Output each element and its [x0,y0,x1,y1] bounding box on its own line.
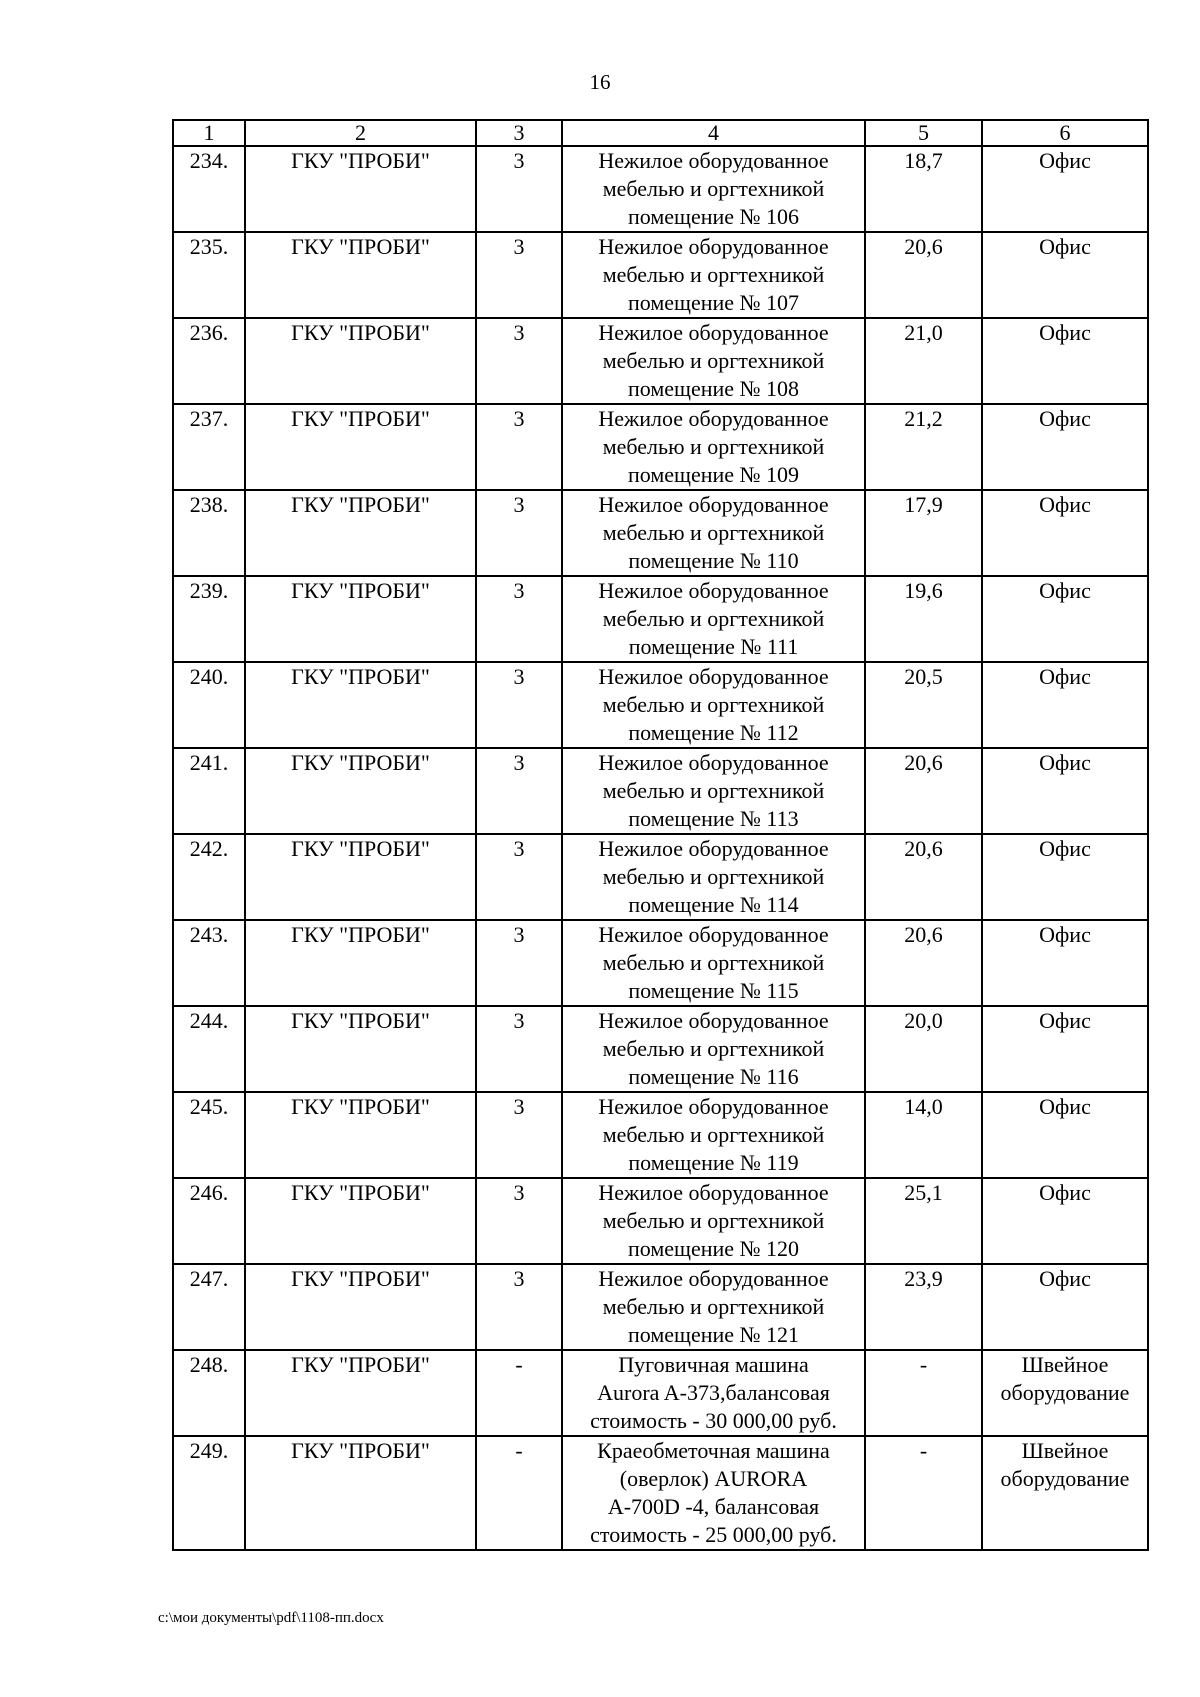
description-cell-line: мебелью и оргтехникой [602,348,825,373]
description-cell-line: стоимость - 25 000,00 руб. [590,1522,837,1547]
organization-cell: ГКУ "ПРОБИ" [245,576,476,662]
table-body [173,146,1148,1550]
description-cell [562,920,865,1006]
description-cell [562,1006,865,1092]
table-row [173,232,1148,318]
description-cell-line: Нежилое оборудованное [598,1094,829,1119]
table-row [173,920,1148,1006]
description-cell-line: A-700D -4, балансовая [607,1494,820,1519]
description-cell-line: (оверлок) AURORA [619,1466,808,1491]
description-cell-line: помещение № 121 [627,1322,800,1347]
area-cell: 17,9 [865,490,982,576]
area-cell: 21,2 [865,404,982,490]
description-cell-line: помещение № 113 [628,806,799,831]
purpose-cell-line: Офис [1039,664,1091,689]
description-cell-line: Нежилое оборудованное [598,578,829,603]
purpose-cell [982,662,1148,748]
description-cell [562,146,865,232]
description-cell-line: Краеобметочная машина [597,1438,830,1463]
organization-cell: ГКУ "ПРОБИ" [245,318,476,404]
description-cell-line: Нежилое оборудованное [598,1266,829,1291]
column-header: 2 [245,120,476,146]
column-header: 1 [173,120,245,146]
description-cell [562,748,865,834]
floor-cell: 3 [476,146,562,232]
row-number-cell: 238. [173,490,245,576]
description-cell-line: помещение № 116 [628,1064,799,1089]
table-row [173,1436,1148,1550]
description-cell-line: Нежилое оборудованное [598,320,829,345]
row-number-cell: 244. [173,1006,245,1092]
description-cell-line: помещение № 111 [628,634,799,659]
description-cell [562,404,865,490]
page-number: 16 [589,70,611,94]
purpose-cell-line: Офис [1039,578,1091,603]
purpose-cell-line: Офис [1039,148,1091,173]
table-row [173,1092,1148,1178]
purpose-cell [982,1178,1148,1264]
description-cell-line: мебелью и оргтехникой [602,950,825,975]
description-cell-line: помещение № 106 [627,204,800,229]
area-cell: 20,6 [865,834,982,920]
row-number-cell: 234. [173,146,245,232]
organization-cell: ГКУ "ПРОБИ" [245,1350,476,1436]
floor-cell: 3 [476,1006,562,1092]
purpose-cell-line: Офис [1039,1008,1091,1033]
description-cell-line: помещение № 114 [628,892,799,917]
organization-cell: ГКУ "ПРОБИ" [245,1264,476,1350]
purpose-cell-line: Офис [1039,836,1091,861]
area-cell: 20,0 [865,1006,982,1092]
purpose-cell-line: Офис [1039,320,1091,345]
table-header-row [173,120,1148,146]
purpose-cell [982,1436,1148,1550]
description-cell-line: помещение № 120 [627,1236,800,1261]
description-cell [562,1264,865,1350]
floor-cell: 3 [476,404,562,490]
area-cell: 20,5 [865,662,982,748]
area-cell: 23,9 [865,1264,982,1350]
purpose-cell-line: Офис [1039,1266,1091,1291]
description-cell-line: мебелью и оргтехникой [602,1036,825,1061]
table-row [173,1350,1148,1436]
description-cell [562,490,865,576]
area-cell: - [865,1350,982,1436]
purpose-cell [982,920,1148,1006]
row-number-cell: 242. [173,834,245,920]
purpose-cell-line: Офис [1039,750,1091,775]
description-cell-line: Нежилое оборудованное [598,750,829,775]
organization-cell: ГКУ "ПРОБИ" [245,1178,476,1264]
floor-cell: 3 [476,1092,562,1178]
row-number-cell: 237. [173,404,245,490]
description-cell-line: помещение № 119 [628,1150,799,1175]
footer-file-path: c:\мои документы\pdf\1108-пп.docx [158,1610,384,1626]
row-number-cell: 249. [173,1436,245,1550]
purpose-cell [982,1350,1148,1436]
floor-cell: - [476,1350,562,1436]
description-cell [562,1436,865,1550]
table-row [173,662,1148,748]
purpose-cell [982,1092,1148,1178]
purpose-cell [982,1264,1148,1350]
description-cell [562,1350,865,1436]
description-cell-line: Пуговичная машина [618,1352,809,1377]
organization-cell: ГКУ "ПРОБИ" [245,232,476,318]
area-cell: 19,6 [865,576,982,662]
description-cell [562,662,865,748]
area-cell: 20,6 [865,748,982,834]
floor-cell: 3 [476,318,562,404]
row-number-cell: 247. [173,1264,245,1350]
floor-cell: 3 [476,1178,562,1264]
purpose-cell-line: Офис [1039,1180,1091,1205]
purpose-cell [982,748,1148,834]
purpose-cell-line: оборудование [1000,1380,1130,1405]
description-cell-line: Нежилое оборудованное [598,836,829,861]
organization-cell: ГКУ "ПРОБИ" [245,1436,476,1550]
table-row [173,1264,1148,1350]
purpose-cell [982,490,1148,576]
organization-cell: ГКУ "ПРОБИ" [245,748,476,834]
row-number-cell: 236. [173,318,245,404]
table-row [173,748,1148,834]
floor-cell: 3 [476,662,562,748]
column-header: 6 [982,120,1148,146]
row-number-cell: 246. [173,1178,245,1264]
floor-cell: 3 [476,920,562,1006]
table-row [173,404,1148,490]
description-cell-line: Нежилое оборудованное [598,148,829,173]
row-number-cell: 243. [173,920,245,1006]
description-cell-line: Нежилое оборудованное [598,1180,829,1205]
purpose-cell [982,834,1148,920]
description-cell-line: мебелью и оргтехникой [602,262,825,287]
description-cell [562,1092,865,1178]
description-cell [562,576,865,662]
purpose-cell-line: Офис [1039,922,1091,947]
purpose-cell [982,318,1148,404]
area-cell: 21,0 [865,318,982,404]
organization-cell: ГКУ "ПРОБИ" [245,490,476,576]
row-number-cell: 235. [173,232,245,318]
row-number-cell: 240. [173,662,245,748]
description-cell-line: мебелью и оргтехникой [602,1294,825,1319]
purpose-cell-line: Офис [1039,234,1091,259]
purpose-cell-line: Швейное [1021,1438,1109,1463]
description-cell-line: Нежилое оборудованное [598,922,829,947]
description-cell-line: мебелью и оргтехникой [602,864,825,889]
description-cell-line: Нежилое оборудованное [598,492,829,517]
description-cell-line: Aurora A-373,балансовая [597,1380,830,1405]
description-cell-line: мебелью и оргтехникой [602,778,825,803]
row-number-cell: 239. [173,576,245,662]
row-number-cell: 245. [173,1092,245,1178]
description-cell [562,834,865,920]
floor-cell: 3 [476,1264,562,1350]
table-row [173,1006,1148,1092]
description-cell-line: помещение № 115 [628,978,799,1003]
area-cell: - [865,1436,982,1550]
property-table [172,119,1149,1551]
organization-cell: ГКУ "ПРОБИ" [245,404,476,490]
floor-cell: 3 [476,232,562,318]
purpose-cell-line: Швейное [1021,1352,1109,1377]
purpose-cell [982,232,1148,318]
description-cell-line: Нежилое оборудованное [598,234,829,259]
description-cell-line: помещение № 108 [627,376,800,401]
description-cell-line: помещение № 112 [628,720,799,745]
area-cell: 20,6 [865,232,982,318]
floor-cell: 3 [476,490,562,576]
floor-cell: 3 [476,576,562,662]
column-header: 4 [562,120,865,146]
column-header: 5 [865,120,982,146]
description-cell-line: мебелью и оргтехникой [602,692,825,717]
description-cell [562,318,865,404]
floor-cell: - [476,1436,562,1550]
description-cell-line: мебелью и оргтехникой [602,434,825,459]
description-cell-line: помещение № 110 [628,548,799,573]
description-cell-line: стоимость - 30 000,00 руб. [590,1408,837,1433]
purpose-cell-line: оборудование [1000,1466,1130,1491]
description-cell [562,1178,865,1264]
description-cell [562,232,865,318]
description-cell-line: мебелью и оргтехникой [602,176,825,201]
description-cell-line: Нежилое оборудованное [598,406,829,431]
purpose-cell [982,1006,1148,1092]
description-cell-line: Нежилое оборудованное [598,1008,829,1033]
organization-cell: ГКУ "ПРОБИ" [245,1006,476,1092]
description-cell-line: мебелью и оргтехникой [602,1208,825,1233]
area-cell: 14,0 [865,1092,982,1178]
row-number-cell: 248. [173,1350,245,1436]
area-cell: 18,7 [865,146,982,232]
table-row [173,834,1148,920]
purpose-cell [982,404,1148,490]
area-cell: 20,6 [865,920,982,1006]
description-cell-line: мебелью и оргтехникой [602,606,825,631]
table-row [173,490,1148,576]
description-cell-line: мебелью и оргтехникой [602,1122,825,1147]
purpose-cell-line: Офис [1039,406,1091,431]
purpose-cell-line: Офис [1039,1094,1091,1119]
floor-cell: 3 [476,834,562,920]
column-header: 3 [476,120,562,146]
organization-cell: ГКУ "ПРОБИ" [245,920,476,1006]
description-cell-line: Нежилое оборудованное [598,664,829,689]
description-cell-line: мебелью и оргтехникой [602,520,825,545]
description-cell-line: помещение № 109 [627,462,800,487]
floor-cell: 3 [476,748,562,834]
table-row [173,146,1148,232]
description-cell-line: помещение № 107 [627,290,800,315]
organization-cell: ГКУ "ПРОБИ" [245,146,476,232]
row-number-cell: 241. [173,748,245,834]
table-row [173,576,1148,662]
organization-cell: ГКУ "ПРОБИ" [245,834,476,920]
organization-cell: ГКУ "ПРОБИ" [245,662,476,748]
table-row [173,1178,1148,1264]
purpose-cell [982,576,1148,662]
organization-cell: ГКУ "ПРОБИ" [245,1092,476,1178]
purpose-cell [982,146,1148,232]
purpose-cell-line: Офис [1039,492,1091,517]
area-cell: 25,1 [865,1178,982,1264]
table-row [173,318,1148,404]
